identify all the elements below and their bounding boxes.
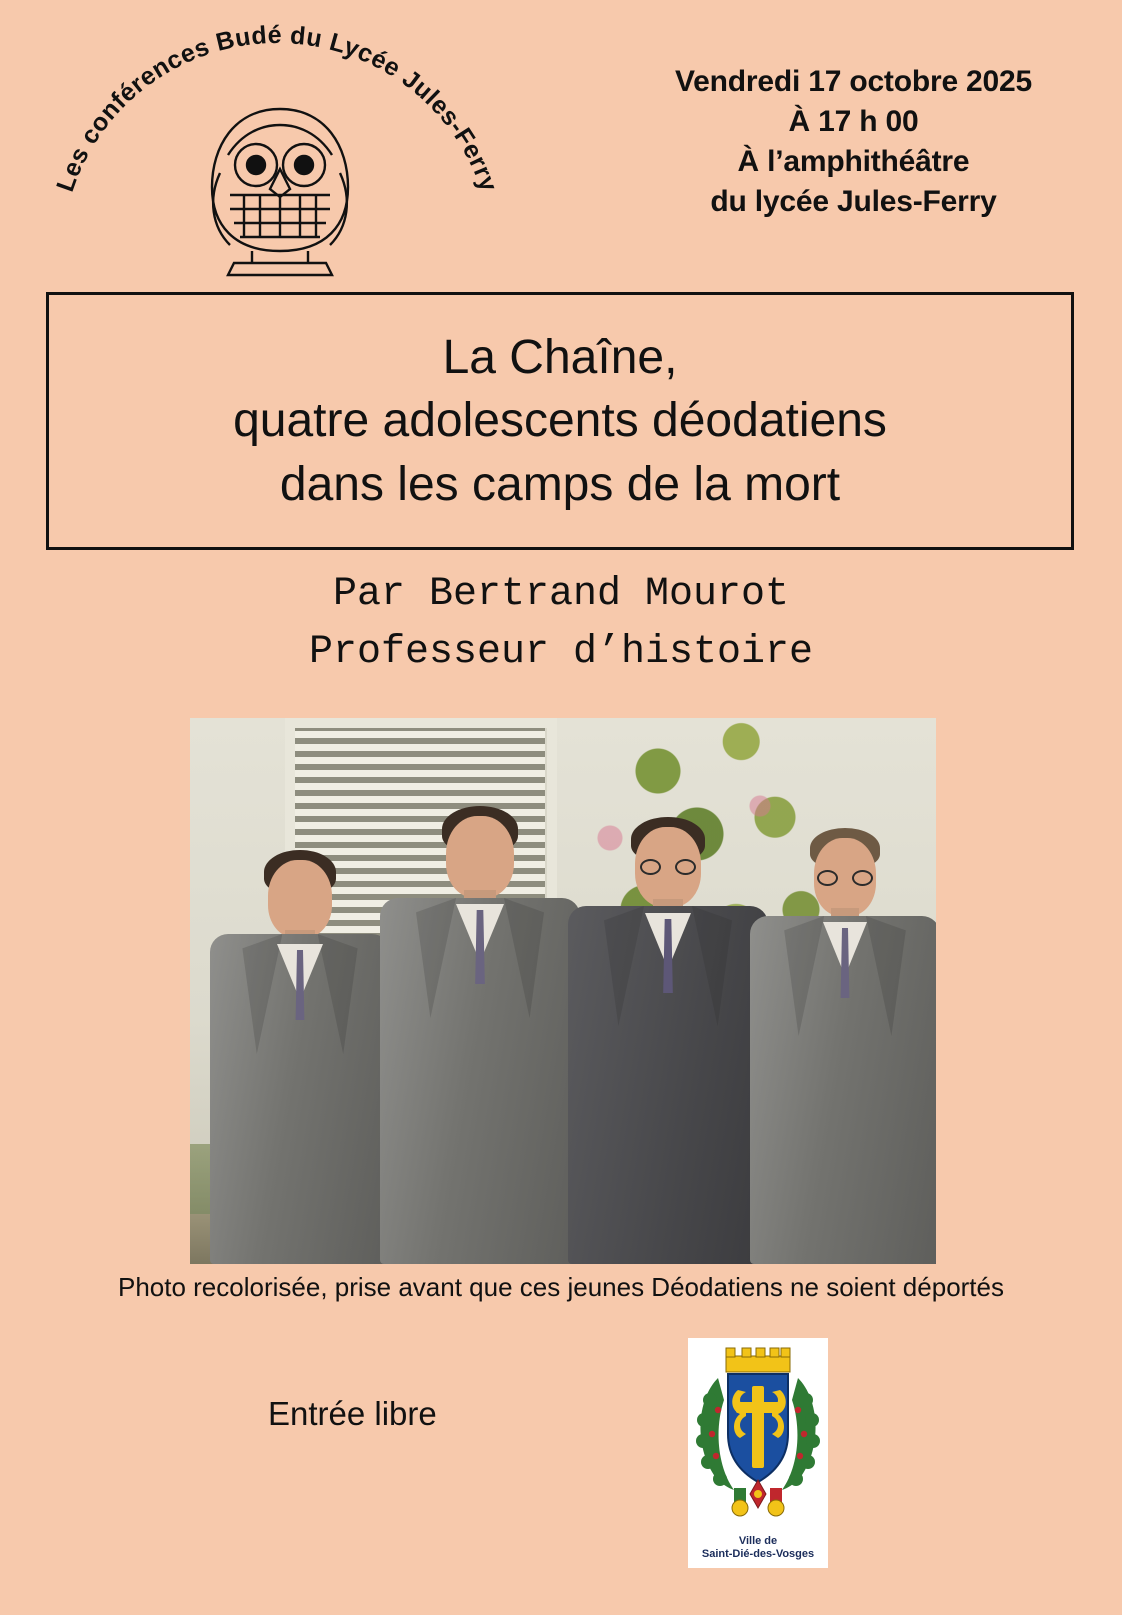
organizer-arc-text: Les conférences Budé du Lycée Jules-Ferry <box>51 20 503 196</box>
mural-crown <box>726 1348 790 1372</box>
photo-person-3 <box>568 809 768 1264</box>
event-info <box>675 62 1032 222</box>
speaker-name: Par Bertrand Mourot <box>332 572 790 617</box>
person-4-lapel-left <box>784 916 824 1036</box>
photo-person-2 <box>380 804 580 1264</box>
person-1-lapel-right <box>318 934 358 1054</box>
person-4-glasses-icon <box>817 870 873 886</box>
photo-caption: Photo recolorisée, prise avant que ces jeunes Déodatiens ne soient déportés <box>117 1272 1004 1302</box>
person-1-lapel-left <box>242 934 282 1054</box>
medals <box>732 1480 784 1516</box>
historic-photo <box>190 718 936 1264</box>
crest-label-line2: Saint-Dié-des-Vosges <box>701 1548 815 1561</box>
organizer-logo-block <box>40 8 510 288</box>
event-place-line2: du lycée Jules-Ferry <box>710 184 997 218</box>
photo-person-1 <box>210 844 390 1264</box>
owl-icon <box>190 103 370 278</box>
person-1-head <box>268 860 332 938</box>
crest-label-line1: Ville de <box>738 1534 778 1547</box>
admission-text: Entrée libre <box>268 1395 437 1432</box>
event-time: À 17 h 00 <box>788 104 919 138</box>
person-3-lapel-right <box>692 906 732 1026</box>
person-3-glasses-icon <box>640 859 696 875</box>
person-2-lapel-right <box>504 898 544 1018</box>
city-coat-of-arms <box>688 1338 828 1568</box>
crest-label <box>688 1535 828 1563</box>
event-date: Vendredi 17 octobre 2025 <box>674 65 1032 98</box>
photo-content <box>190 718 936 1264</box>
person-2-head <box>446 816 514 898</box>
conference-title-box <box>46 292 1074 550</box>
event-place-line1: À l’amphithéâtre <box>737 144 970 178</box>
person-3-lapel-left <box>604 906 644 1026</box>
speaker-block <box>0 566 1122 681</box>
person-4-lapel-right <box>866 916 906 1036</box>
title-line-3: dans les camps de la mort <box>279 457 841 511</box>
speaker-role: Professeur d’histoire <box>308 629 814 675</box>
coat-of-arms-svg <box>688 1338 828 1548</box>
photo-person-4 <box>750 824 936 1264</box>
title-line-1: La Chaîne, <box>442 330 678 384</box>
poster-header <box>0 0 1122 285</box>
title-line-2: quatre adolescents déodatiens <box>233 394 887 448</box>
person-2-lapel-left <box>416 898 456 1018</box>
